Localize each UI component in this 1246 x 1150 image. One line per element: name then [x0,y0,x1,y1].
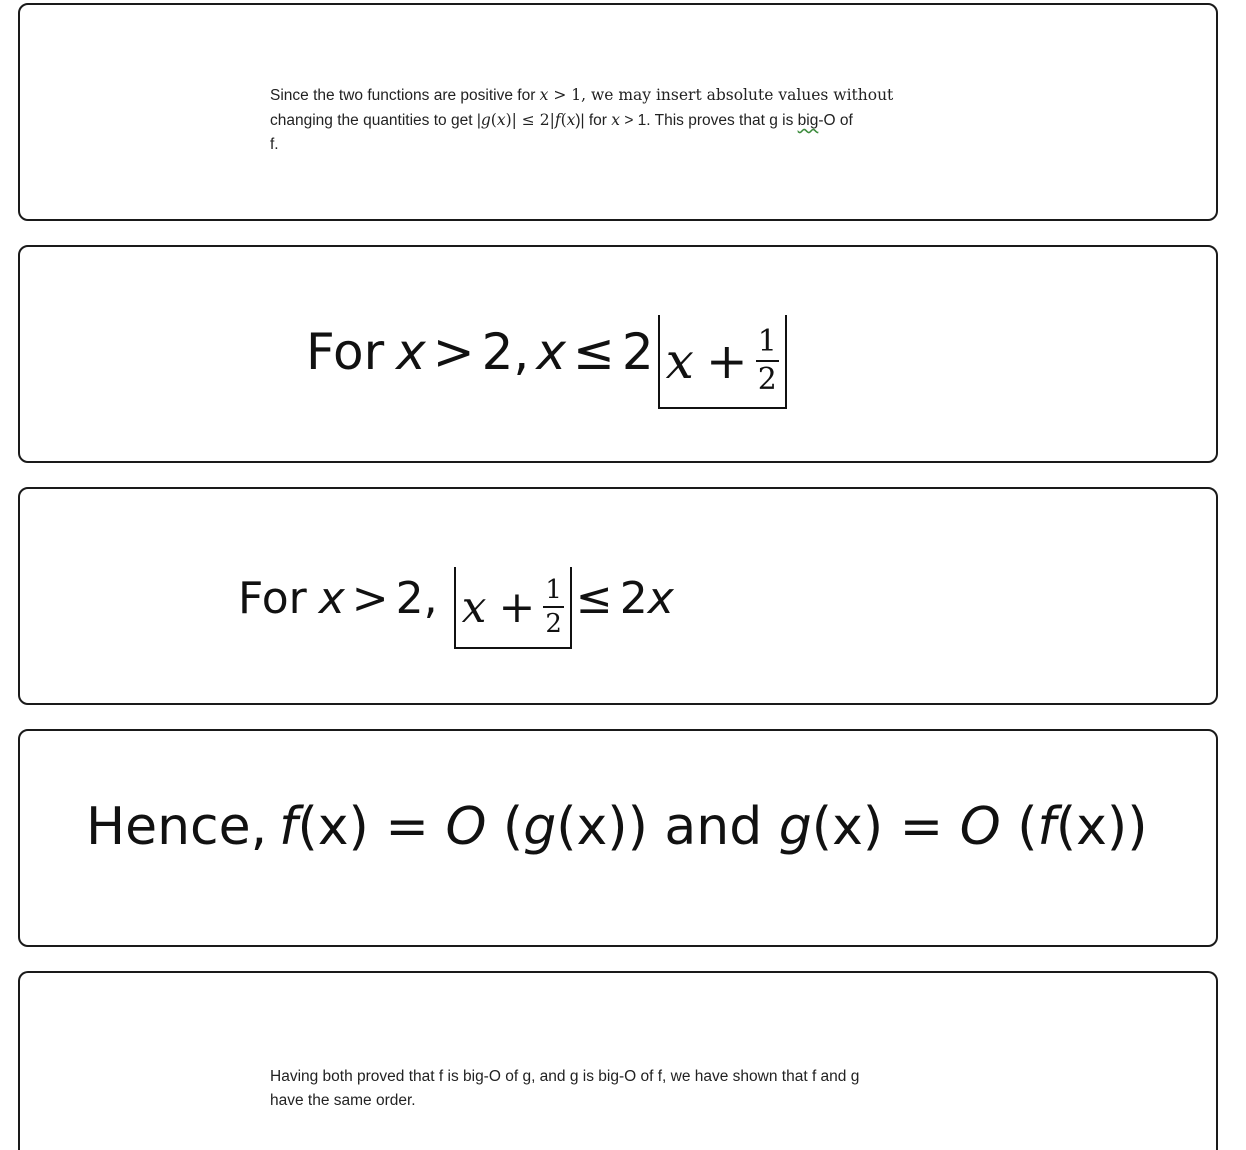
function-g: g [778,797,812,857]
for-word: For [306,323,385,381]
numerator: 1 [543,577,564,608]
less-equal-symbol: ≤ [572,323,615,381]
same-order-explanation [270,1065,990,1113]
plus-symbol: + [705,332,748,390]
text-segment: ( [490,111,497,129]
text-segment: )| for [575,112,612,129]
math-variable: x [647,572,674,624]
math-variable: x [536,323,566,381]
text-segment: ( [486,797,524,857]
function-f: f [1037,797,1056,857]
math-variable: x [539,86,549,104]
greater-than-symbol: > [351,572,389,624]
text-segment: changing the quantities to get | [270,112,481,129]
coefficient: 2 [619,572,648,624]
floor-bracket [658,315,787,409]
math-variable: x [496,111,506,129]
conclusion-statement [86,797,1148,857]
text-line-3: f. [270,136,279,153]
math-variable: x [396,323,426,381]
text-line-2 [270,108,990,133]
text-line-2: have the same order. [270,1092,416,1109]
math-variable: x [611,111,621,129]
text-segment: -O of [818,112,853,129]
greater-than-symbol: > [432,323,475,381]
text-segment: Since the two functions are positive for [270,87,540,104]
text-segment: ( [1000,797,1038,857]
hence-word: Hence, [86,797,268,857]
text-segment: )| ≤ 2| [505,111,555,129]
inequality-equation-2 [238,547,674,649]
text-segment: (x)) and [556,797,779,857]
for-word: For [238,572,307,624]
text-segment: > 1, we may insert absolute values without [548,86,894,104]
fraction-one-half [543,577,564,637]
function-g: g [523,797,557,857]
inequality-equation-1 [306,295,791,409]
slide-card-2 [18,245,1218,463]
math-variable: x [318,572,345,624]
text-segment: > 1. This proves that g is [620,112,798,129]
text-segment: (x) = [297,797,446,857]
numerator: 1 [756,327,779,362]
math-variable: x [665,332,694,390]
plus-symbol: + [498,581,536,633]
math-variable: f [554,111,561,129]
absolute-value-explanation [270,83,990,157]
big-o-symbol: O [959,797,1001,857]
fraction-one-half [756,324,779,397]
number: 2, [481,323,530,381]
slide-card-3 [18,487,1218,705]
floor-bracket [454,567,572,649]
spellcheck-word: big [797,112,819,129]
function-f: f [279,797,298,857]
math-variable: g [480,111,491,129]
coefficient: 2 [621,323,654,381]
slide-card-5 [18,971,1218,1150]
denominator: 2 [757,362,777,397]
text-segment: (x)) [1055,797,1148,857]
less-equal-symbol: ≤ [575,572,613,624]
number: 2, [395,572,438,624]
math-variable: x [461,581,487,633]
denominator: 2 [545,609,562,639]
text-segment: ( [560,111,567,129]
slide-card-1 [18,3,1218,221]
slide-card-4 [18,729,1218,947]
big-o-symbol: O [445,797,487,857]
text-line-1: Having both proved that f is big-O of g, and g is big-O of f, we have shown that f and g [270,1068,860,1085]
math-variable: x [566,111,576,129]
text-segment: (x) = [811,797,960,857]
text-line-1 [270,83,990,108]
